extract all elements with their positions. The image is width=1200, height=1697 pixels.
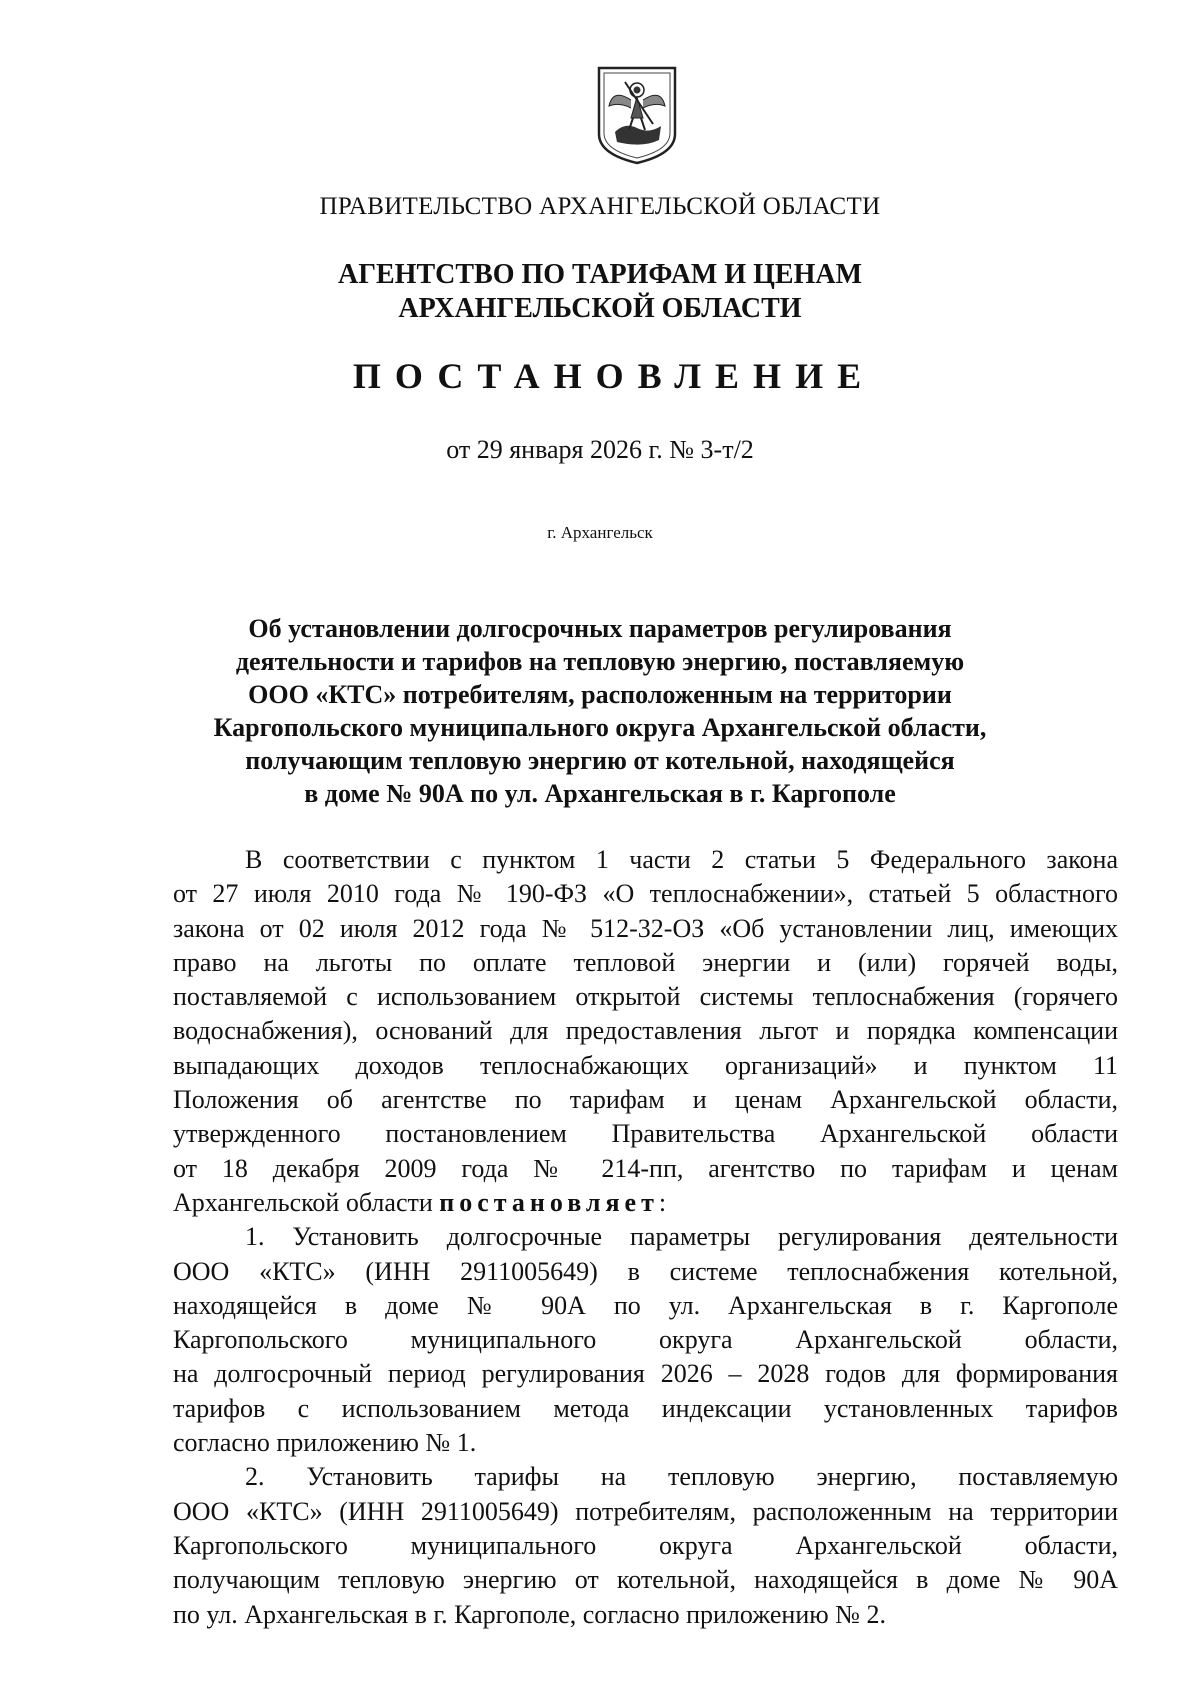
title-line: Об установлении долгосрочных параметров регулирования [248, 614, 952, 643]
agency-name [0, 258, 1200, 326]
body-line: Положения об агентстве по тарифам и ценам Архангельской области, [173, 1085, 1118, 1115]
body-line: ООО «КТС» (ИНН 2911005649) потребителям, расположенным на территории [173, 1496, 1118, 1526]
preamble-paragraph [173, 843, 1118, 1220]
body-line [173, 1186, 1118, 1220]
agency-name-line-2: АРХАНГЕЛЬСКОЙ ОБЛАСТИ [398, 293, 802, 324]
body-line: Каргопольского муниципального округа Архангельской области, [173, 1530, 1118, 1560]
government-name: ПРАВИТЕЛЬСТВО АРХАНГЕЛЬСКОЙ ОБЛАСТИ [319, 193, 881, 220]
title-line: в доме № 90А по ул. Архангельская в г. Каргополе [304, 779, 896, 808]
document-body [173, 843, 1118, 1632]
decree-colon: : [658, 1187, 667, 1217]
preamble-last-text: Архангельской области [173, 1187, 433, 1217]
document-type: ПОСТАНОВЛЕНИЕ [352, 356, 876, 396]
body-line: согласно приложению № 1. [173, 1428, 477, 1458]
body-line: право на льготы по оплате тепловой энергии и (или) горячей воды, [173, 947, 1118, 977]
item-2-paragraph [173, 1460, 1118, 1631]
body-line: выпадающих доходов теплоснабжающих организаций» и пунктом 11 [173, 1050, 1118, 1080]
body-line: поставляемой с использованием открытой системы теплоснабжения (горячего [173, 982, 1118, 1012]
body-line: находящейся в доме № 90А по ул. Архангельская в г. Каргополе [173, 1290, 1118, 1320]
title-line: ООО «КТС» потребителям, расположенным на территории [248, 680, 952, 709]
body-line: от 27 июля 2010 года № 190-ФЗ «О теплоснабжении», статьей 5 областного [173, 879, 1118, 909]
document-date-number: от 29 января 2026 г. № 3-т/2 [446, 435, 754, 464]
body-line: В соответствии с пунктом 1 части 2 статьи 5 Федерального закона [245, 845, 1118, 874]
decree-word: постановляет [439, 1187, 659, 1217]
title-line: получающим тепловую энергию от котельной, находящейся [245, 746, 955, 775]
body-line: на долгосрочный период регулирования 2026 – 2028 годов для формирования [173, 1359, 1118, 1389]
body-line: по ул. Архангельская в г. Каргополе, согласно приложению № 2. [173, 1599, 886, 1629]
body-line: 2. Установить тарифы на тепловую энергию, поставляемую [245, 1462, 1118, 1492]
document-title [0, 612, 1200, 810]
body-line: водоснабжения), оснований для предоставления льгот и порядка компенсации [173, 1016, 1118, 1046]
title-line: Каргопольского муниципального округа Архангельской области, [213, 713, 987, 742]
body-line: тарифов с использованием метода индексации установленных тарифов [173, 1393, 1118, 1423]
body-line: Каргопольского муниципального округа Архангельской области, [173, 1325, 1118, 1355]
body-line: от 18 декабря 2009 года № 214-пп, агентство по тарифам и ценам [173, 1153, 1118, 1183]
document-city: г. Архангельск [547, 523, 653, 542]
body-line: 1. Установить долгосрочные параметры регулирования деятельности [245, 1222, 1118, 1252]
title-line: деятельности и тарифов на тепловую энергию, поставляемую [235, 647, 965, 676]
item-1-paragraph [173, 1220, 1118, 1460]
body-line: получающим тепловую энергию от котельной, находящейся в доме № 90А [173, 1565, 1118, 1595]
coat-of-arms-icon [595, 62, 679, 166]
body-line: утвержденного постановлением Правительства Архангельской области [173, 1119, 1118, 1149]
agency-name-line-1: АГЕНТСТВО ПО ТАРИФАМ И ЦЕНАМ [337, 259, 863, 290]
body-line: ООО «КТС» (ИНН 2911005649) в системе теплоснабжения котельной, [173, 1256, 1118, 1286]
body-line: закона от 02 июля 2012 года № 512-32-ОЗ «Об установлении лиц, имеющих [173, 913, 1118, 943]
